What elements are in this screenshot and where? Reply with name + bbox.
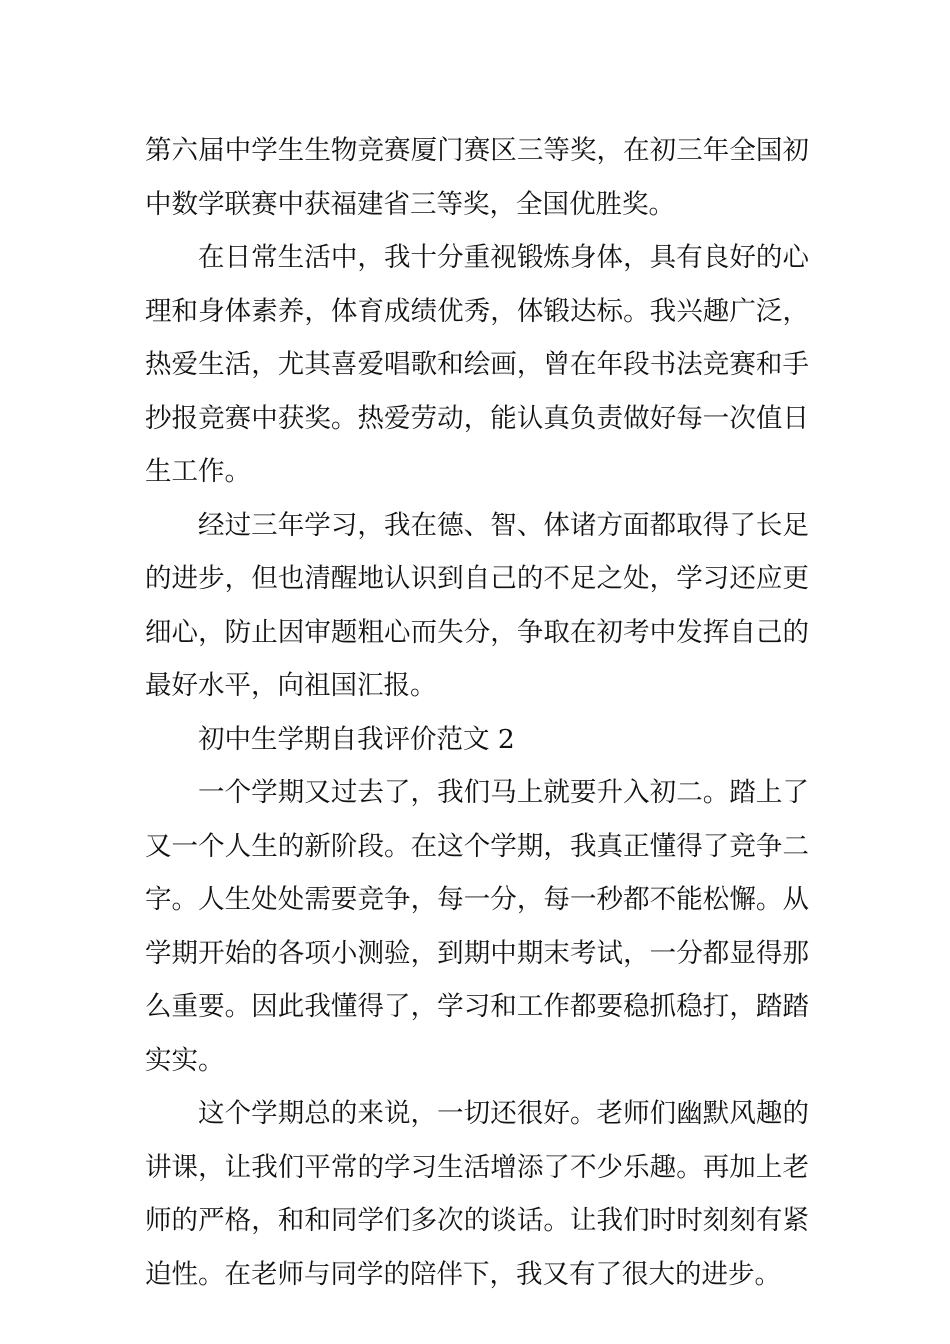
paragraph-semester-passed: 一个学期又过去了，我们马上就要升入初二。踏上了又一个人生的新阶段。在这个学期，我真正懂得了竞争二字。人生处处需要竞争，每一分，每一秒都不能松懈。从学期开始的各项小测验，到期中期末考试，一分都显得那么重要。因此我懂得了，学习和工作都要稳抓稳打，踏踏实实。 [145, 777, 809, 1076]
paragraph-three-years: 经过三年学习，我在德、智、体诸方面都取得了长足的进步，但也清醒地认识到自己的不足之处，学习还应更细心，防止因审题粗心而失分，争取在初考中发挥自己的最好水平，向祖国汇报。 [145, 509, 809, 701]
section-heading: 初中生学期自我评价范文 2 [198, 723, 515, 755]
paragraph-daily-life: 在日常生活中，我十分重视锻炼身体，具有良好的心理和身体素养，体育成绩优秀，体锻达标。我兴趣广泛，热爱生活，尤其喜爱唱歌和绘画，曾在年段书法竞赛和手抄报竞赛中获奖。热爱劳动，能认真负责做好每一次值日生工作。 [145, 242, 809, 487]
paragraph-continuation: 第六届中学生生物竞赛厦门赛区三等奖，在初三年全国初中数学联赛中获福建省三等奖，全国优胜奖。 [145, 135, 809, 220]
paragraph-semester-summary: 这个学期总的来说，一切还很好。老师们幽默风趣的讲课，让我们平常的学习生活增添了不少乐趣。再加上老师的严格，和和同学们多次的谈话。让我们时时刻刻有紧迫性。在老师与同学的陪伴下，我又有了很大的进步。 [145, 1098, 809, 1290]
document-body [145, 124, 809, 1301]
